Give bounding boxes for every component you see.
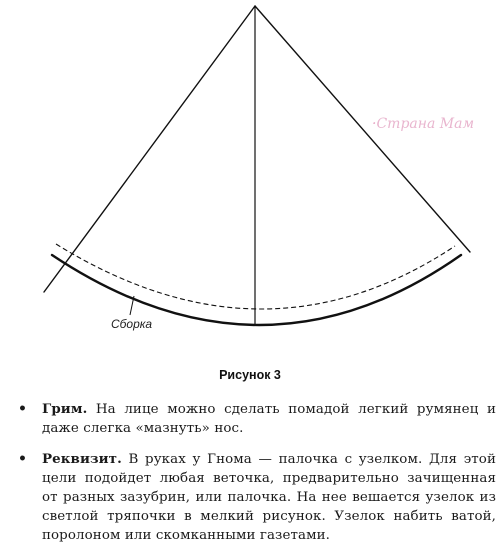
list-item	[18, 450, 496, 545]
item-text: На лице можно сделать помадой легкий румянец и даже слегка «мазнуть» нос.	[42, 402, 496, 436]
cone-bottom-arc	[52, 255, 461, 325]
bullet-icon: •	[18, 401, 28, 417]
item-term: Грим.	[42, 401, 88, 417]
item-term: Реквизит.	[42, 451, 122, 467]
figure-caption: Рисунок 3	[219, 368, 281, 382]
watermark-logo: ·Страна Мам	[372, 116, 475, 132]
gather-label: Сборка	[111, 317, 153, 331]
cone-left-edge	[44, 6, 255, 292]
item-text: В руках у Гнома — палочка с узелком. Для этой цели подойдет любая веточка, предварительно зачищенная от разных зазубрин, или палочка. На нее вешается узелок из светлой тряпочки в мелкий рисунок. Узелок набить ватой, поролоном или скомканными газетами.	[42, 452, 496, 543]
bullet-icon: •	[18, 451, 28, 467]
bullet-list	[18, 400, 496, 557]
list-item	[18, 400, 496, 438]
